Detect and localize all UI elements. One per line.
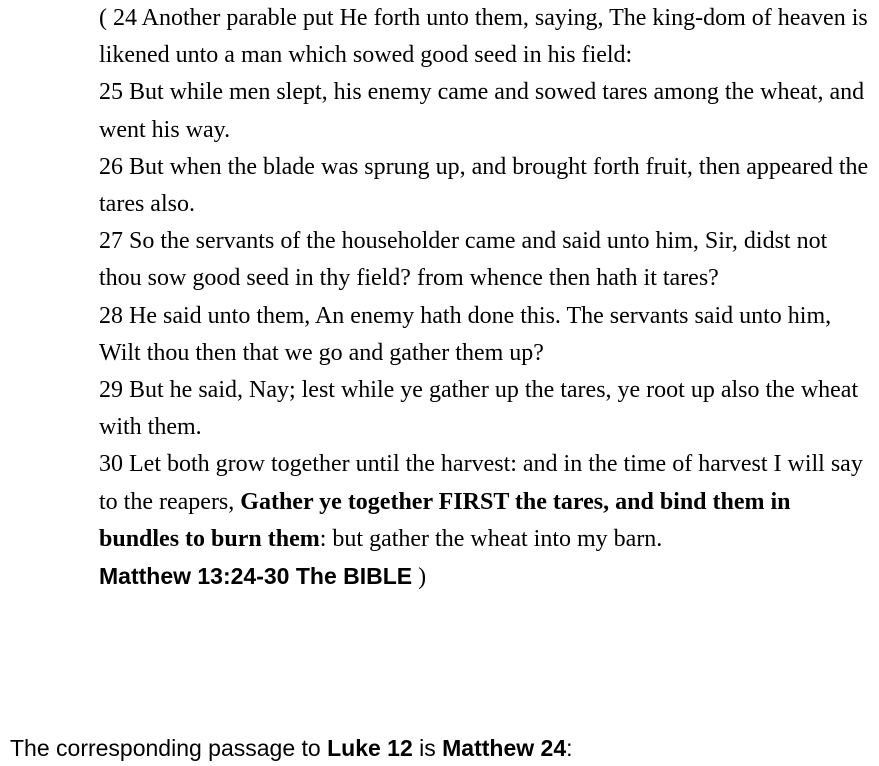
footer-text-c: : (566, 735, 573, 761)
closing-paren: ) (412, 564, 427, 591)
verse-24: ( 24 Another parable put He forth unto them, saying, The king-dom of heaven is likened unto a man which sowed good seed in his field: (99, 5, 868, 69)
footer-bold-luke: Luke 12 (327, 735, 413, 761)
footer-text-a: The corresponding passage to (10, 735, 328, 761)
verse-30-bold-text: Gather ye together FIRST the tares, and bind them in bundles to burn them (99, 488, 791, 552)
scripture-quote (99, 0, 869, 596)
footer-text-b: is (412, 735, 443, 761)
scripture-reference: Matthew 13:24-30 The BIBLE (99, 563, 413, 590)
verse-27: 27 So the servants of the householder came and said unto him, Sir, didst not thou sow good seed in thy field? from whence then hath it tares? (99, 228, 828, 292)
verse-30-text-end: : but gather the wheat into my barn. (319, 525, 663, 552)
verse-30-text-start: 30 Let both grow together until the harvest: and in the time of harvest I will say to the reapers, (99, 451, 863, 515)
scripture-reference-line (99, 558, 869, 596)
verse-30 (99, 446, 869, 558)
corresponding-passage-line (10, 730, 573, 766)
footer-bold-matthew: Matthew 24 (442, 735, 567, 761)
verse-25: 25 But while men slept, his enemy came and sowed tares among the wheat, and went his way. (99, 79, 865, 143)
verse-29: 29 But he said, Nay; lest while ye gather up the tares, ye root up also the wheat with them. (99, 377, 859, 441)
verse-28: 28 He said unto them, An enemy hath done this. The servants said unto him, Wilt thou then that we go and gather them up? (99, 302, 832, 366)
verse-26: 26 But when the blade was sprung up, and brought forth fruit, then appeared the tares also. (99, 153, 869, 218)
